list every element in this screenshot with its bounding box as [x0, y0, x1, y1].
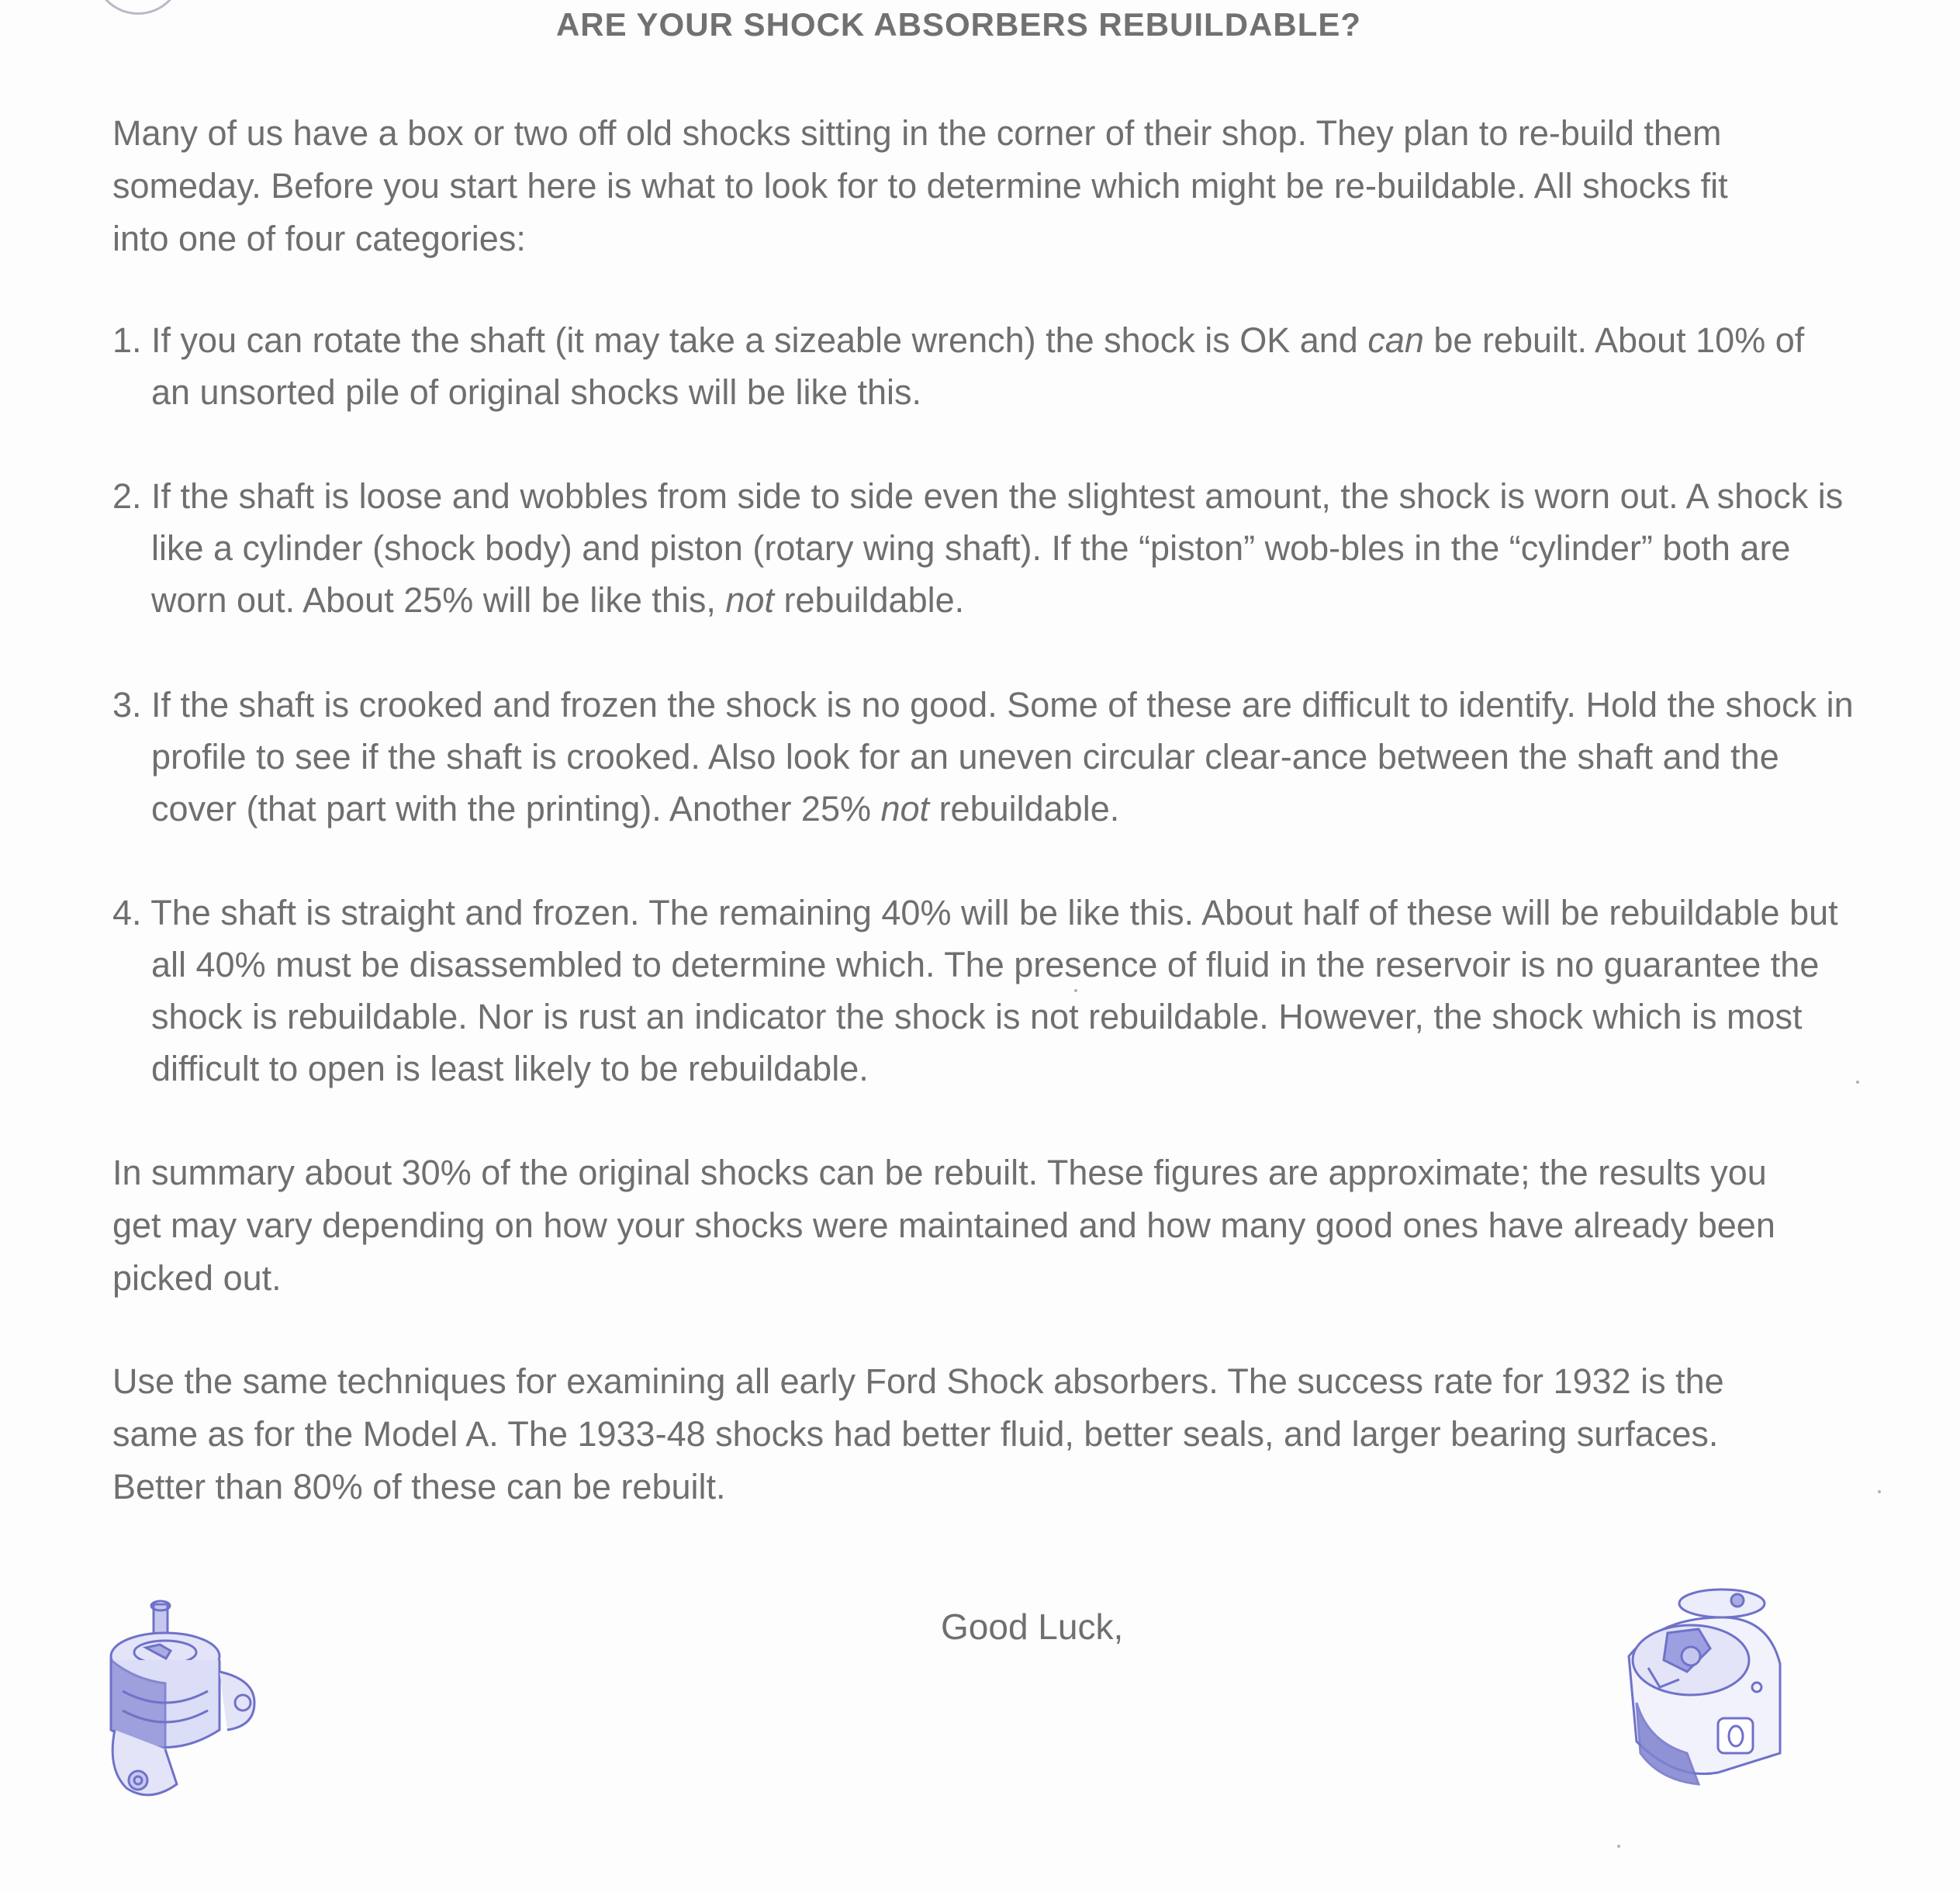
document-title: ARE YOUR SHOCK ABSORBERS REBUILDABLE? — [555, 6, 1362, 43]
item-emphasis: not — [725, 580, 774, 620]
item-number: 2. — [112, 476, 142, 516]
item-text-before: The shaft is straight and frozen. The remaining 40% will be like this. About half of these will be rebuildable but all 40% must be disassembled to determine which. The presence of fluid in the reservoir is no guarantee the shock is rebuildable. Nor is rust an indicator the shock is not rebuildable. However, the shock which is most difficult to open is least likely to be rebuildable. — [150, 893, 1838, 1088]
item-number: 3. — [112, 685, 142, 725]
category-item-4 — [112, 887, 1858, 1095]
category-item-1 — [112, 314, 1819, 418]
category-item-2 — [112, 470, 1858, 626]
techniques-paragraph: Use the same techniques for examining all early Ford Shock absorbers. The success rate for 1932 is the same as for the Model A. The 1933-48 shocks had better fluid, better seals, and larger bearing surfaces. Better than 80% of these can be rebuilt. — [112, 1361, 1724, 1506]
speck — [1074, 989, 1077, 992]
intro-paragraph: Many of us have a box or two off old shocks sitting in the corner of their shop. They plan to re-build them someday. Before you start here is what to look for to determine which might be re-buildable. All shocks fit into one of four categories: — [112, 113, 1728, 258]
shock-absorber-left-icon — [92, 1598, 278, 1823]
speck — [1617, 1845, 1620, 1848]
summary-paragraph: In summary about 30% of the original shocks can be rebuilt. These figures are approximate; the results you get may vary depending on how your shocks were maintained and how many good ones have already been picked out. — [112, 1153, 1775, 1298]
item-text-after: rebuildable. — [773, 580, 965, 620]
sign-off: Good Luck, — [941, 1607, 1124, 1647]
category-item-3 — [112, 679, 1858, 835]
item-text-before: If you can rotate the shaft (it may take a sizeable wrench) the shock is OK and — [151, 320, 1368, 360]
item-text-before: If the shaft is loose and wobbles from side to side even the slightest amount, the shock is worn out. A shock is like a cylinder (shock body) and piston (rotary wing shaft). If the “piston” wob-bles in the “cylinder” both are worn out. About 25% will be like this, — [151, 476, 1844, 620]
item-number: 4. — [112, 893, 142, 932]
item-emphasis: not — [880, 789, 930, 828]
speck — [1878, 1490, 1881, 1493]
item-number: 1. — [112, 320, 142, 360]
item-text-before: If the shaft is crooked and frozen the shock is no good. Some of these are difficult to identify. Hold the shock in profile to see if the shaft is crooked. Also look for an uneven circular clear-ance between the shaft and the cover (that part with the printing). Another 25% — [151, 685, 1854, 828]
item-text-after: rebuildable. — [929, 789, 1120, 828]
shock-absorber-right-icon — [1613, 1586, 1792, 1811]
item-emphasis: can — [1367, 320, 1424, 360]
item-text-after: be rebuilt. About 10% of an unsorted pile of original shocks will be like this. — [151, 320, 1805, 412]
speck — [1856, 1081, 1859, 1084]
